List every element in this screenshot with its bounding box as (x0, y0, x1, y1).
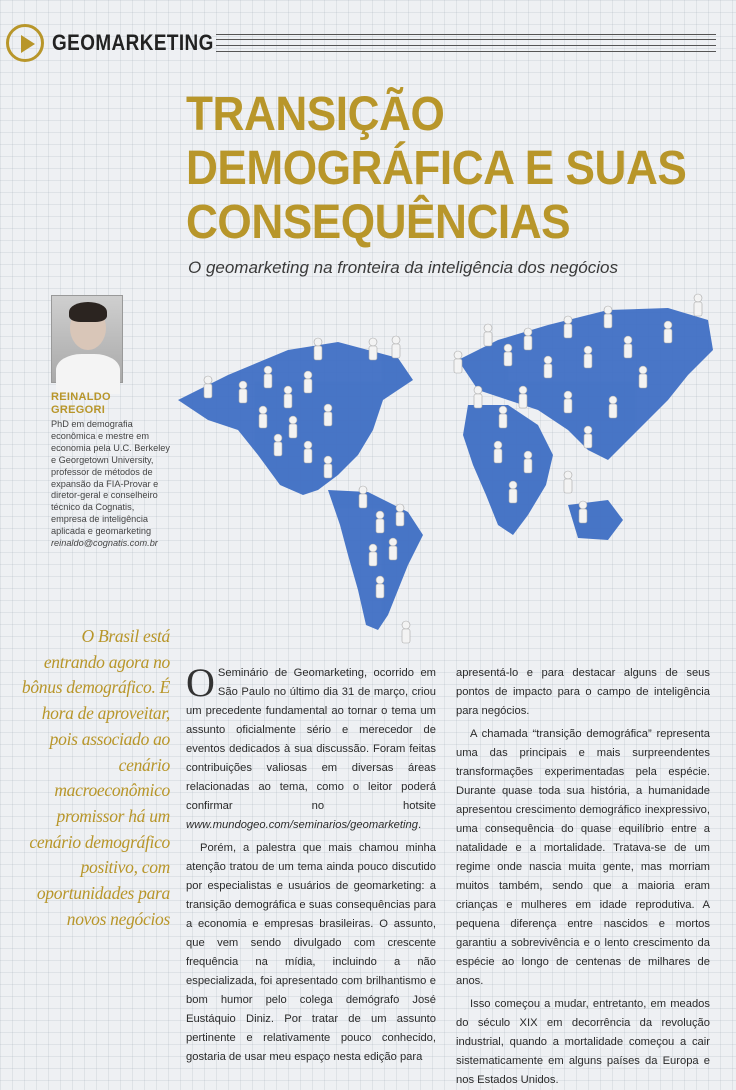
title-line-2: DEMOGRÁFICA E SUAS (186, 142, 687, 195)
paragraph: A chamada “transição demográfica” representa uma das principais e mais surpreendentes transformações experimentadas pela espécie. Durante quase toda sua história, a humanidade apresentou crescimento demográfico inexpressivo, uma consequência do quase equilíbrio entre a natalidade e a mortalidade. Tratava-se de um regime onde nascia muita gente, mas morriam muitos também, sendo que a maioria eram crianças e mulheres em idade reprodutiva. A pequena diferença entre nascidos e mortos garantiu a sobrevivência e o lento crescimento da espécie ao longo de centenas de milhares de anos. (456, 728, 710, 987)
drop-cap: O (186, 660, 215, 705)
pull-quote: O Brasil está entrando agora no bônus demográfico. É hora de aproveitar, pois associado ao cenário macroeconômico promissor há um cenário demográfico positivo, com oportunidades para novos negócios (21, 626, 170, 929)
paragraph: O Seminário de Geomarketing, ocorrido em São Paulo no último dia 31 de março, criou um precedente fundamental ao tornar o tema um assunto oficialmente sério e merecedor de eventos dedicados à sua discussão. Foram feitas contribuições valiosas em diversas áreas relacionadas ao tema, como o leitor poderá confirmar no hotsite www.mundogeo.com/seminarios/geomarketing. (186, 660, 436, 831)
article-title (186, 88, 726, 250)
world-map-illustration (168, 280, 728, 650)
paragraph: Isso começou a mudar, entretanto, em meados do século XIX em decorrência da revolução industrial, quando a mortalidade começou a cair sistematicamente em alguns países da Europa e nos Estados Unidos. (456, 998, 710, 1086)
body-column-2 (456, 664, 710, 1090)
paragraph: Porém, a palestra que mais chamou minha atenção tratou de um tema ainda pouco discutido por especialistas e usuários de geomarketing: a transição demográfica e suas consequências para a economia e empresas brasileiras. O assunto, que vem sendo divulgado com crescente frequência na mídia, incluindo a não especializada, foi apresentado com brilhantismo e bom humor pelo colega demógrafo José Eustáquio Diniz. Por tratar de um assunto pertinente e relativamente pouco conhecido, gostaria de usar meu espaço nesta edição para (186, 842, 436, 1063)
title-line-1: TRANSIÇÃO (186, 88, 445, 141)
article-subtitle: O geomarketing na fronteira da inteligência dos negócios (188, 258, 618, 277)
author-email: reinaldo@cognatis.com.br (51, 538, 158, 549)
author-bio-text: PhD em demografia econômica e mestre em economia pela U.C. Berkeley e Georgetown University, professor de métodos de expansão da FIA-Provar e diretor-geral e conselheiro técnico da Cognatis, empresa de inteligência aplicada e geomarketing (51, 419, 170, 537)
hotsite-link[interactable]: www.mundogeo.com/seminarios/geomarketing (186, 819, 418, 831)
author-photo (51, 295, 123, 383)
section-header (6, 22, 716, 66)
header-rule (216, 34, 716, 52)
section-label: GEOMARKETING (52, 30, 214, 55)
play-icon (6, 24, 44, 62)
title-line-3: CONSEQUÊNCIAS (186, 196, 571, 249)
author-name: REINALDO GREGORI (51, 391, 111, 416)
paragraph: apresentá-lo e para destacar alguns de seus pontos de impacto para o campo de inteligência para negócios. (456, 667, 710, 717)
author-bio (51, 419, 171, 550)
body-column-1 (186, 660, 436, 1067)
